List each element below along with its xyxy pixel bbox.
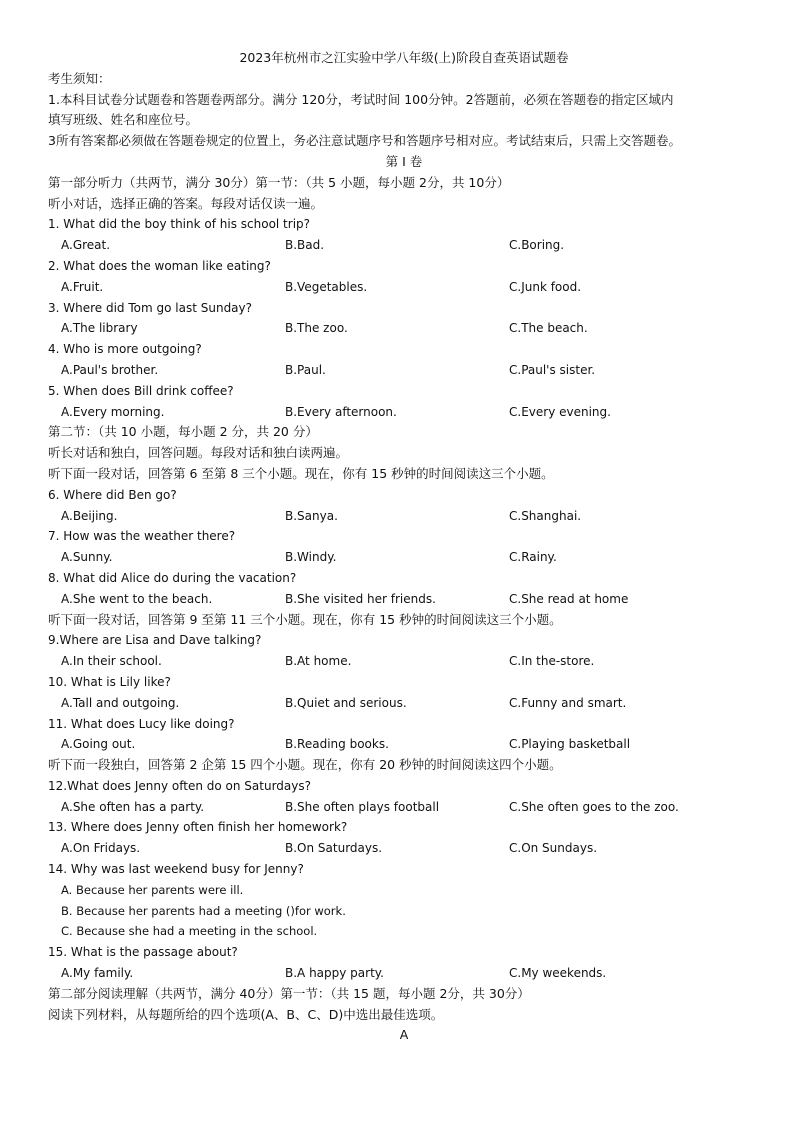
part2-heading: 第二部分阅读理解（共两节，满分 40分）第一节：（共 15 题，每小题 2分，共 30分） [48, 985, 530, 1001]
question-text: 3. Where did Tom go last Sunday? [48, 300, 253, 315]
question [48, 942, 760, 984]
intro-6-8: 听下面一段对话，回答第 6 至第 8 三个小题。现在，你有 15 秒钟的时间阅读这三个小题。 [48, 465, 554, 481]
part1-heading: 第一部分听力（共两节，满分 30分）第一节：（共 5 小题，每小题 2分，共 10分） [48, 174, 510, 190]
option-c: C.Every evening. [509, 404, 611, 419]
option-b: B. Because her parents had a meeting ()for work. [61, 903, 346, 918]
question [48, 672, 760, 714]
option-row [48, 734, 760, 755]
option-b: B.Reading books. [285, 737, 389, 752]
option-b: B.She often plays football [285, 799, 440, 814]
option-b: B.Bad. [285, 238, 325, 253]
option-c: C.Paul's sister. [509, 362, 596, 377]
option-row [48, 963, 760, 984]
passage-label: A [399, 1027, 409, 1043]
option-row [48, 797, 760, 818]
question-text: 8. What did Alice do during the vacation? [48, 570, 297, 585]
option-row [48, 277, 760, 298]
option-a: A.Great. [61, 238, 111, 253]
question-text: 4. Who is more outgoing? [48, 342, 202, 357]
option-row [48, 318, 760, 339]
option-b: B.Quiet and serious. [285, 695, 407, 710]
option-row [48, 360, 760, 381]
section2-instruction: 听长对话和独白，回答问题。每段对话和独白读两遍。 [48, 445, 349, 461]
option-c: C.She often goes to the zoo. [509, 799, 679, 814]
intro-9-11: 听下面一段对话，回答第 9 至第 11 三个小题。现在，你有 15 秒钟的时间阅读这三个小题。 [48, 611, 562, 627]
option-b: B.Every afternoon. [285, 404, 397, 419]
option-c: C.Funny and smart. [509, 695, 627, 710]
option-c: C.On Sundays. [509, 841, 598, 856]
question-text: 7. How was the weather there? [48, 529, 236, 544]
notice-item: 1.本科目试卷分试题卷和答题卷两部分。满分 120分，考试时间 100分钟。2答题前，必须在答题卷的指定区域内 [48, 91, 674, 107]
option-row [48, 589, 760, 610]
option-row [48, 547, 760, 568]
question-text: 11. What does Lucy like doing? [48, 716, 235, 731]
section2-heading: 第二节：（共 10 小题，每小题 2 分，共 20 分） [48, 424, 318, 440]
option-c: C.Boring. [509, 238, 565, 253]
notice-item: 填写班级、姓名和座位号。 [48, 112, 199, 128]
question [48, 381, 760, 423]
question [48, 256, 760, 298]
part2-instruction: 阅读下列材料，从每题所给的四个选项(A、B、C、D)中选出最佳选项。 [48, 1006, 444, 1022]
option-row [48, 651, 760, 672]
question-text: 2. What does the woman like eating? [48, 258, 271, 273]
option-a: A. Because her parents were ill. [61, 882, 244, 897]
option-a: A.Going out. [61, 737, 136, 752]
question-text: 14. Why was last weekend busy for Jenny? [48, 862, 304, 877]
option-a: A.Beijing. [61, 508, 118, 523]
option-a: A.My family. [61, 966, 134, 981]
question-group-12-15 [48, 776, 760, 984]
option-b: B.On Saturdays. [285, 841, 383, 856]
question-text: 15. What is the passage about? [48, 945, 238, 960]
option-row [48, 838, 760, 859]
option-a: A.Tall and outgoing. [61, 695, 180, 710]
question-text: 6. Where did Ben go? [48, 487, 177, 502]
option-c: C.The beach. [509, 321, 588, 336]
question-text: 9.Where are Lisa and Dave talking? [48, 633, 262, 648]
question [48, 817, 760, 859]
question [48, 339, 760, 381]
option-c: C.She read at home [509, 591, 629, 606]
option-row [48, 402, 760, 423]
option-c: C.Playing basketball [509, 737, 631, 752]
intro-12-15: 听下而一段独白，回答第 2 企第 15 四个小题。现在，你有 20 秒钟的时间阅读这四个小题。 [48, 757, 562, 773]
option-b: B.Vegetables. [285, 279, 368, 294]
question [48, 714, 760, 756]
question-group-6-8 [48, 485, 760, 610]
option-b: B.A happy party. [285, 966, 384, 981]
volume-label: 第 I 卷 [385, 153, 423, 169]
option-a: A.Paul's brother. [61, 362, 159, 377]
option-c: C.My weekends. [509, 966, 607, 981]
question [48, 526, 760, 568]
exam-page [48, 48, 760, 1046]
option-c: C.Rainy. [509, 550, 557, 565]
option-a: A.The library [61, 321, 138, 336]
notice-heading: 考生须知： [48, 70, 111, 86]
question-text: 10. What is Lily like? [48, 674, 171, 689]
option-row [48, 693, 760, 714]
option-c: C.Shanghai. [509, 508, 582, 523]
option-a: A.Every morning. [61, 404, 165, 419]
option-a: A.Fruit. [61, 279, 104, 294]
option-a: A.She often has a party. [61, 799, 205, 814]
part1-instruction: 听小对话，选择正确的答案。每段对话仅读一遍。 [48, 195, 324, 211]
option-a: A.In their school. [61, 654, 162, 669]
option-row [48, 235, 760, 256]
option-b: B.The zoo. [285, 321, 348, 336]
question [48, 859, 760, 942]
question-text: 5. When does Bill drink coffee? [48, 383, 234, 398]
question-group-9-11 [48, 630, 760, 755]
question-text: 1. What did the boy think of his school trip? [48, 217, 311, 232]
question [48, 214, 760, 256]
question [48, 776, 760, 818]
option-a: A.Sunny. [61, 550, 113, 565]
option-c: C.In the-store. [509, 654, 595, 669]
notice-item: 3所有答案都必须做在答题卷规定的位置上，务必注意试题序号和答题序号相对应。考试结束后，只需上交答题卷。 [48, 133, 681, 149]
question-text: 12.What does Jenny often do on Saturdays? [48, 778, 311, 793]
question-group-1-5 [48, 214, 760, 422]
exam-title: 2023年杭州市之江实验中学八年级(上)阶段自查英语试题卷 [239, 50, 569, 65]
option-b: B.Sanya. [285, 508, 338, 523]
question [48, 630, 760, 672]
question [48, 568, 760, 610]
option-c: C. Because she had a meeting in the school. [61, 924, 318, 939]
option-b: B.At home. [285, 654, 352, 669]
option-row [48, 506, 760, 527]
question-text: 13. Where does Jenny often finish her homework? [48, 820, 348, 835]
option-c: C.Junk food. [509, 279, 582, 294]
question [48, 485, 760, 527]
option-b: B.Windy. [285, 550, 337, 565]
option-b: B.Paul. [285, 362, 326, 377]
option-a: A.On Fridays. [61, 841, 141, 856]
option-a: A.She went to the beach. [61, 591, 213, 606]
option-b: B.She visited her friends. [285, 591, 436, 606]
question [48, 298, 760, 340]
